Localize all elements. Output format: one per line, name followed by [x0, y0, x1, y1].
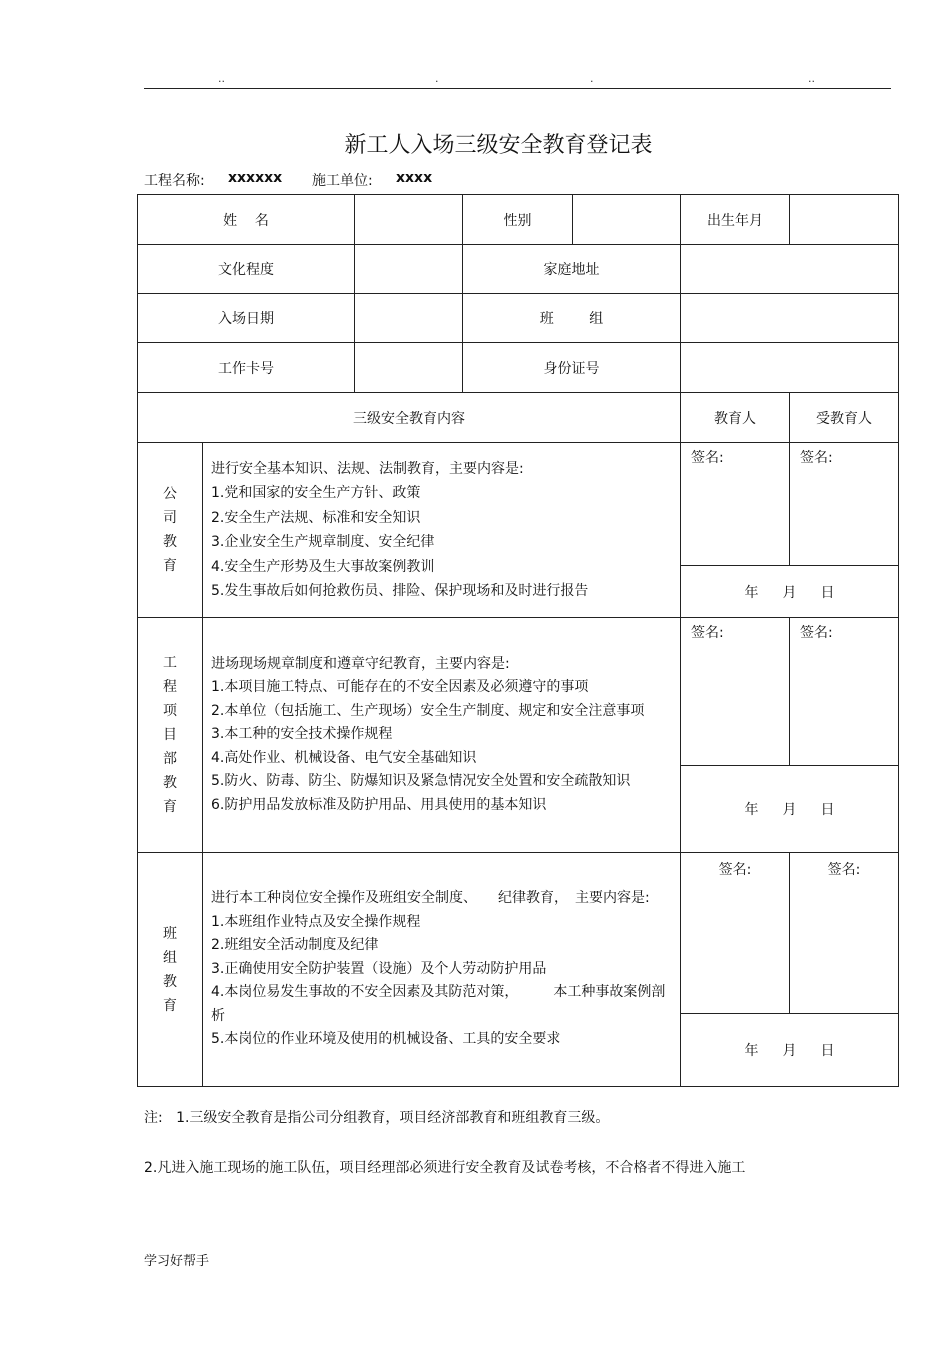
content-line: 3.正确使用安全防护装置（设施）及个人劳动防护用品	[211, 960, 547, 977]
content-line: 进场现场规章制度和遵章守纪教育，主要内容是:	[211, 655, 510, 672]
note-2: 2.凡进入施工现场的施工队伍，项目经理部必须进行安全教育及试卷考核，不合格者不得进入施工	[144, 1160, 746, 1176]
trainee-signature[interactable]: 签名:	[790, 853, 899, 1014]
section-content-team	[203, 853, 681, 1087]
section-label-company	[138, 443, 203, 618]
name-field[interactable]	[355, 195, 463, 245]
content-line: 5.发生事故后如何抢救伤员、排险、保护现场和及时进行报告	[211, 583, 589, 599]
team-label: 班 组	[463, 294, 681, 343]
content-line: 5.防火、防毒、防尘、防爆知识及紧急情况安全处置和安全疏散知识	[211, 773, 631, 790]
content-line: 3.企业安全生产规章制度、安全纪律	[211, 534, 435, 550]
label-char: 教	[163, 973, 177, 990]
work-card-label: 工作卡号	[138, 343, 355, 393]
header-mark: .	[435, 72, 439, 85]
date-row[interactable]	[681, 566, 899, 618]
label-char: 教	[163, 534, 177, 550]
content-header: 三级安全教育内容	[138, 393, 681, 443]
education-field[interactable]	[355, 245, 463, 294]
id-field[interactable]	[681, 343, 899, 393]
label-char: 育	[163, 997, 177, 1014]
trainee-header: 受教育人	[790, 393, 899, 443]
birth-label: 出生年月	[681, 195, 790, 245]
content-line: 4.安全生产形势及生大事故案例教训	[211, 558, 435, 575]
section-label-project	[138, 618, 203, 853]
gender-label: 性别	[463, 195, 573, 245]
section-content-project	[203, 618, 681, 853]
label-char: 目	[163, 727, 177, 743]
content-line: 2.安全生产法规、标准和安全知识	[211, 509, 421, 526]
registration-table	[137, 194, 899, 1087]
name-label: 姓 名	[138, 195, 355, 245]
content-line: 4.本岗位易发生事故的不安全因素及其防范对策， 本工种事故案例剖析	[211, 984, 666, 1024]
page-title: 新工人入场三级安全教育登记表	[344, 133, 653, 158]
education-label: 文化程度	[138, 245, 355, 294]
label-char: 育	[163, 558, 177, 574]
date-year: 年	[744, 802, 759, 818]
label-char: 工	[163, 655, 177, 671]
content-line: 1.党和国家的安全生产方针、政策	[211, 485, 421, 501]
date-month: 月	[782, 802, 797, 818]
label-char: 班	[163, 925, 177, 942]
date-year: 年	[744, 1043, 759, 1059]
content-line: 1.本项目施工特点、可能存在的不安全因素及必须遵守的事项	[211, 679, 589, 696]
content-line: 4.高处作业、机械设备、电气安全基础知识	[211, 749, 477, 766]
header-mark: ..	[808, 72, 815, 85]
label-char: 组	[163, 949, 177, 966]
date-month: 月	[782, 584, 797, 601]
educator-header: 教育人	[681, 393, 790, 443]
label-char: 公	[163, 486, 177, 502]
content-line: 1.本班组作业特点及安全操作规程	[211, 913, 421, 930]
label-char: 司	[163, 510, 177, 526]
birth-field[interactable]	[790, 195, 899, 245]
content-line: 2.班组安全活动制度及纪律	[211, 937, 379, 954]
date-day: 日	[820, 1043, 835, 1059]
project-label: 工程名称:	[144, 173, 205, 189]
unit-label: 施工单位:	[312, 173, 373, 189]
footer-text: 学习好帮手	[144, 1254, 210, 1269]
content-line: 5.本岗位的作业环境及使用的机械设备、工具的安全要求	[211, 1031, 561, 1048]
date-row[interactable]	[681, 766, 899, 853]
content-line: 进行安全基本知识、法规、法制教育，主要内容是:	[211, 460, 524, 477]
label-char: 程	[163, 679, 177, 695]
educator-signature[interactable]: 签名:	[681, 443, 790, 566]
trainee-signature[interactable]: 签名:	[790, 443, 899, 566]
content-line: 3.本工种的安全技术操作规程	[211, 726, 393, 743]
educator-signature[interactable]: 签名:	[681, 618, 790, 766]
content-line: 6.防护用品发放标准及防护用品、用具使用的基本知识	[211, 796, 547, 813]
label-char: 教	[163, 775, 177, 791]
header-mark: .	[590, 72, 594, 85]
unit-value: xxxx	[396, 170, 433, 186]
note-1: 注: 1.三级安全教育是指公司分组教育，项目经济部教育和班组教育三级。	[144, 1110, 610, 1126]
content-line: 进行本工种岗位安全操作及班组安全制度、 纪律教育， 主要内容是:	[211, 890, 650, 907]
date-month: 月	[782, 1043, 797, 1059]
team-field[interactable]	[681, 294, 899, 343]
header-mark: ..	[218, 72, 225, 85]
address-label: 家庭地址	[463, 245, 681, 294]
date-row[interactable]	[681, 1014, 899, 1087]
id-label: 身份证号	[463, 343, 681, 393]
section-content-company	[203, 443, 681, 618]
entry-date-label: 入场日期	[138, 294, 355, 343]
label-char: 育	[163, 799, 177, 815]
header-rule	[144, 88, 891, 89]
date-year: 年	[744, 584, 759, 601]
work-card-field[interactable]	[355, 343, 463, 393]
date-day: 日	[820, 584, 835, 601]
entry-date-field[interactable]	[355, 294, 463, 343]
address-field[interactable]	[681, 245, 899, 294]
date-day: 日	[820, 802, 835, 818]
label-char: 项	[163, 703, 177, 719]
gender-field[interactable]	[573, 195, 681, 245]
project-value: xxxxxx	[228, 170, 283, 186]
content-line: 2.本单位（包括施工、生产现场）安全生产制度、规定和安全注意事项	[211, 702, 645, 719]
section-label-team	[138, 853, 203, 1087]
educator-signature[interactable]: 签名:	[681, 853, 790, 1014]
trainee-signature[interactable]: 签名:	[790, 618, 899, 766]
label-char: 部	[163, 751, 177, 767]
